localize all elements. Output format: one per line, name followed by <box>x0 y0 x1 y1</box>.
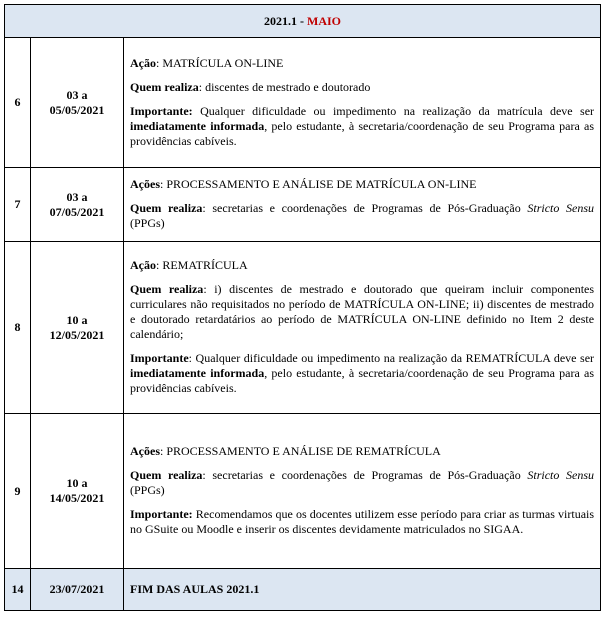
row-description <box>124 168 601 242</box>
date-end: 12/05/2021 <box>49 327 105 342</box>
date-start: 03 a <box>66 189 88 204</box>
important-emphasis: imediatamente informada <box>130 366 265 380</box>
row-date <box>31 168 124 242</box>
row-description <box>124 414 601 569</box>
action-label: Ações <box>130 177 160 191</box>
table-row <box>5 38 601 168</box>
row-date <box>31 242 124 414</box>
action-line <box>130 177 594 192</box>
who-line <box>130 80 594 95</box>
row-date <box>31 414 124 569</box>
who-text-end: (PPGs) <box>130 216 165 230</box>
table-row <box>5 242 601 414</box>
who-text: : secretarias e coordenações de Programas de Pós-Graduação <box>202 468 528 482</box>
who-label: Quem realiza <box>130 468 203 482</box>
who-label: Quem realiza <box>130 282 204 296</box>
who-italic: Stricto Sensu <box>527 201 595 215</box>
calendar-table <box>4 4 601 611</box>
title-prefix: 2021.1 - <box>264 13 308 28</box>
date-start: 10 a <box>66 312 88 327</box>
who-text: : discentes de mestrado e doutorado <box>198 79 371 94</box>
action-line <box>130 56 594 71</box>
row-number: 6 <box>5 38 31 168</box>
who-line <box>130 201 594 231</box>
table-row-final <box>5 569 601 611</box>
important-text: Qualquer dificuldade ou impedimento na realização da matrícula deve ser <box>192 103 595 118</box>
action-text: : MATRÍCULA ON-LINE <box>156 55 284 70</box>
date-end: 05/05/2021 <box>49 102 105 117</box>
row-number: 7 <box>5 168 31 242</box>
date-end: 14/05/2021 <box>49 491 105 505</box>
important-text: Recomendamos que os docentes utilizem esse período para criar as turmas virtuais no GSuite ou Moodle e inserir os discentes devidamente matriculados no SIGAA. <box>130 507 595 536</box>
action-line <box>130 444 594 459</box>
who-label: Quem realiza <box>130 201 203 215</box>
table-title <box>5 5 601 38</box>
title-month: MAIO <box>307 13 342 28</box>
who-text: : secretarias e coordenações de Programas de Pós-Graduação <box>202 201 528 215</box>
important-line <box>130 351 594 396</box>
row-number: 9 <box>5 414 31 569</box>
action-label: Ações <box>130 444 160 458</box>
date-start: 03 a <box>66 87 88 102</box>
row-description: FIM DAS AULAS 2021.1 <box>124 569 601 611</box>
table-row <box>5 168 601 242</box>
important-label: Importante: <box>130 507 193 521</box>
who-italic: Stricto Sensu <box>527 468 595 482</box>
row-description <box>124 242 601 414</box>
who-label: Quem realiza <box>130 79 199 94</box>
important-emphasis: imediatamente informada <box>130 118 265 133</box>
row-number: 14 <box>5 569 31 611</box>
important-line <box>130 507 594 537</box>
important-text: : Qualquer dificuldade ou impedimento na realização da REMATRÍCULA deve ser <box>188 351 595 365</box>
action-text: : REMATRÍCULA <box>156 258 248 272</box>
table-row <box>5 414 601 569</box>
action-text: : PROCESSAMENTO E ANÁLISE DE MATRÍCULA ON-LINE <box>160 177 477 191</box>
important-label: Importante <box>130 351 189 365</box>
who-text-end: (PPGs) <box>130 483 165 497</box>
row-description <box>124 38 601 168</box>
important-text-end: , pelo estudante, à secretaria/coordenação de seu Programa para as providências cabíveis. <box>130 366 595 395</box>
action-line <box>130 258 594 273</box>
who-text: : i) discentes de mestrado e doutorado que queiram incluir componentes curriculares não requisitados no período de MATRÍCULA ON-LINE; ii) discentes de mestrado e doutorado retardatários ao período de MATRÍCULA ON-LINE definido no Item 2 deste calendário; <box>130 282 595 341</box>
action-label: Ação <box>130 258 156 272</box>
important-text-end: , pelo estudante, à secretaria/coordenação de seu Programa para as providências cabíveis. <box>130 118 595 148</box>
date-end: 07/05/2021 <box>49 204 105 219</box>
row-number: 8 <box>5 242 31 414</box>
table-header-row <box>5 5 601 38</box>
date-start: 10 a <box>66 476 88 490</box>
row-date: 23/07/2021 <box>31 569 124 611</box>
row-date <box>31 38 124 168</box>
who-line <box>130 282 594 342</box>
important-line <box>130 104 594 149</box>
action-text: : PROCESSAMENTO E ANÁLISE DE REMATRÍCULA <box>160 444 441 458</box>
who-line <box>130 468 594 498</box>
action-label: Ação <box>130 55 156 70</box>
important-label: Importante: <box>130 103 193 118</box>
